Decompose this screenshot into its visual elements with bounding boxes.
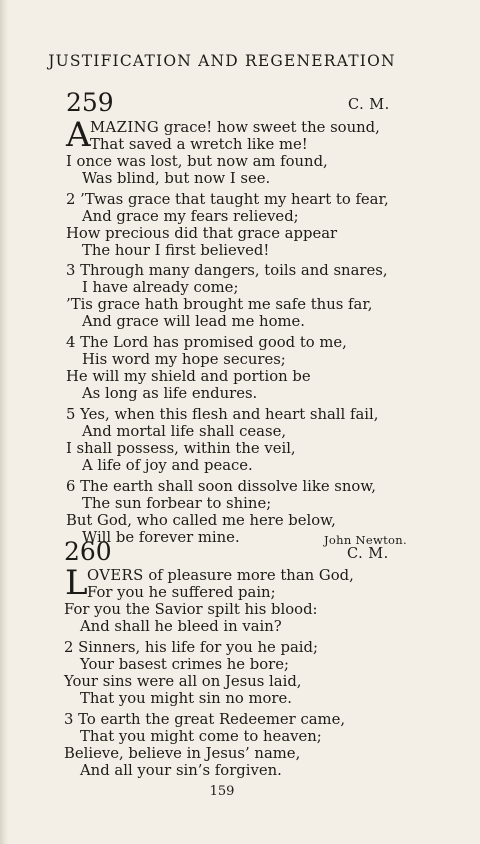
hymn-line: And mortal life shall cease, [82,423,287,440]
hymn-line: 5 Yes, when this flesh and heart shall fail, [66,406,379,423]
hymn-line: For you the Savior spilt his blood: [64,601,318,618]
hymn-number: 260 [64,537,112,566]
hymn-line: And grace will lead me home. [82,313,305,330]
hymn-line: 3 To earth the great Redeemer came, [64,711,346,728]
drop-capital: A [66,115,91,155]
hymn-line: 2 Sinners, his life for you he paid; [64,639,318,656]
author-attribution: John Newton. [324,533,407,547]
hymn-line: But God, who called me here below, [66,512,336,529]
hymn-line: His word my hope secures; [82,351,286,368]
hymn-line: And shall he bleed in vain? [80,618,282,635]
hymn-line: That you might come to heaven; [80,728,322,745]
hymn-line: He will my shield and portion be [66,368,311,385]
hymn-line: I once was lost, but now am found, [66,153,328,170]
hymn-line: 2 ’Twas grace that taught my heart to fear, [66,191,389,208]
page-number: 159 [209,784,235,799]
hymn-line: That saved a wretch like me! [90,136,308,153]
hymn-line: Your sins were all on Jesus laid, [64,673,302,690]
hymn-line: 6 The earth shall soon dissolve like snow, [66,478,376,495]
hymn-meter: C. M. [348,97,390,113]
drop-capital: L [65,563,88,603]
hymn-number: 259 [66,88,114,117]
hymn-line: Was blind, but now I see. [82,170,271,187]
hymn-line: The sun forbear to shine; [82,495,272,512]
running-head: JUSTIFICATION AND REGENERATION [48,52,396,70]
hymn-line: A life of joy and peace. [82,457,253,474]
hymn-line: And all your sin’s forgiven. [80,762,282,779]
page-binding-edge [0,0,9,844]
first-word: MAZING [90,119,160,136]
first-word: OVERS [87,567,144,584]
hymn-line: And grace my fears relieved; [82,208,299,225]
first-line-rest: of pleasure more than God, [143,567,354,584]
hymn-meter: C. M. [347,546,389,562]
hymn-line: As long as life endures. [82,385,258,402]
hymn-line: Your basest crimes he bore; [80,656,289,673]
hymn-line: ’Tis grace hath brought me safe thus far, [66,296,373,313]
hymn-line: I shall possess, within the veil, [66,440,296,457]
hymn-line: That you might sin no more. [80,690,292,707]
hymn-line: 4 The Lord has promised good to me, [66,334,347,351]
hymn-line: 3 Through many dangers, toils and snares, [66,262,388,279]
hymn-line: The hour I first believed! [82,242,270,259]
first-line-rest: grace! how sweet the sound, [159,119,380,136]
hymn-line: I have already come; [82,279,239,296]
hymn-line: Will be forever mine. [82,529,240,546]
hymn-line: For you he suffered pain; [87,584,276,601]
hymn-line: How precious did that grace appear [66,225,338,242]
hymn-line: Believe, believe in Jesus’ name, [64,745,301,762]
hymn-first-line [87,567,354,584]
hymn-first-line [90,119,380,136]
